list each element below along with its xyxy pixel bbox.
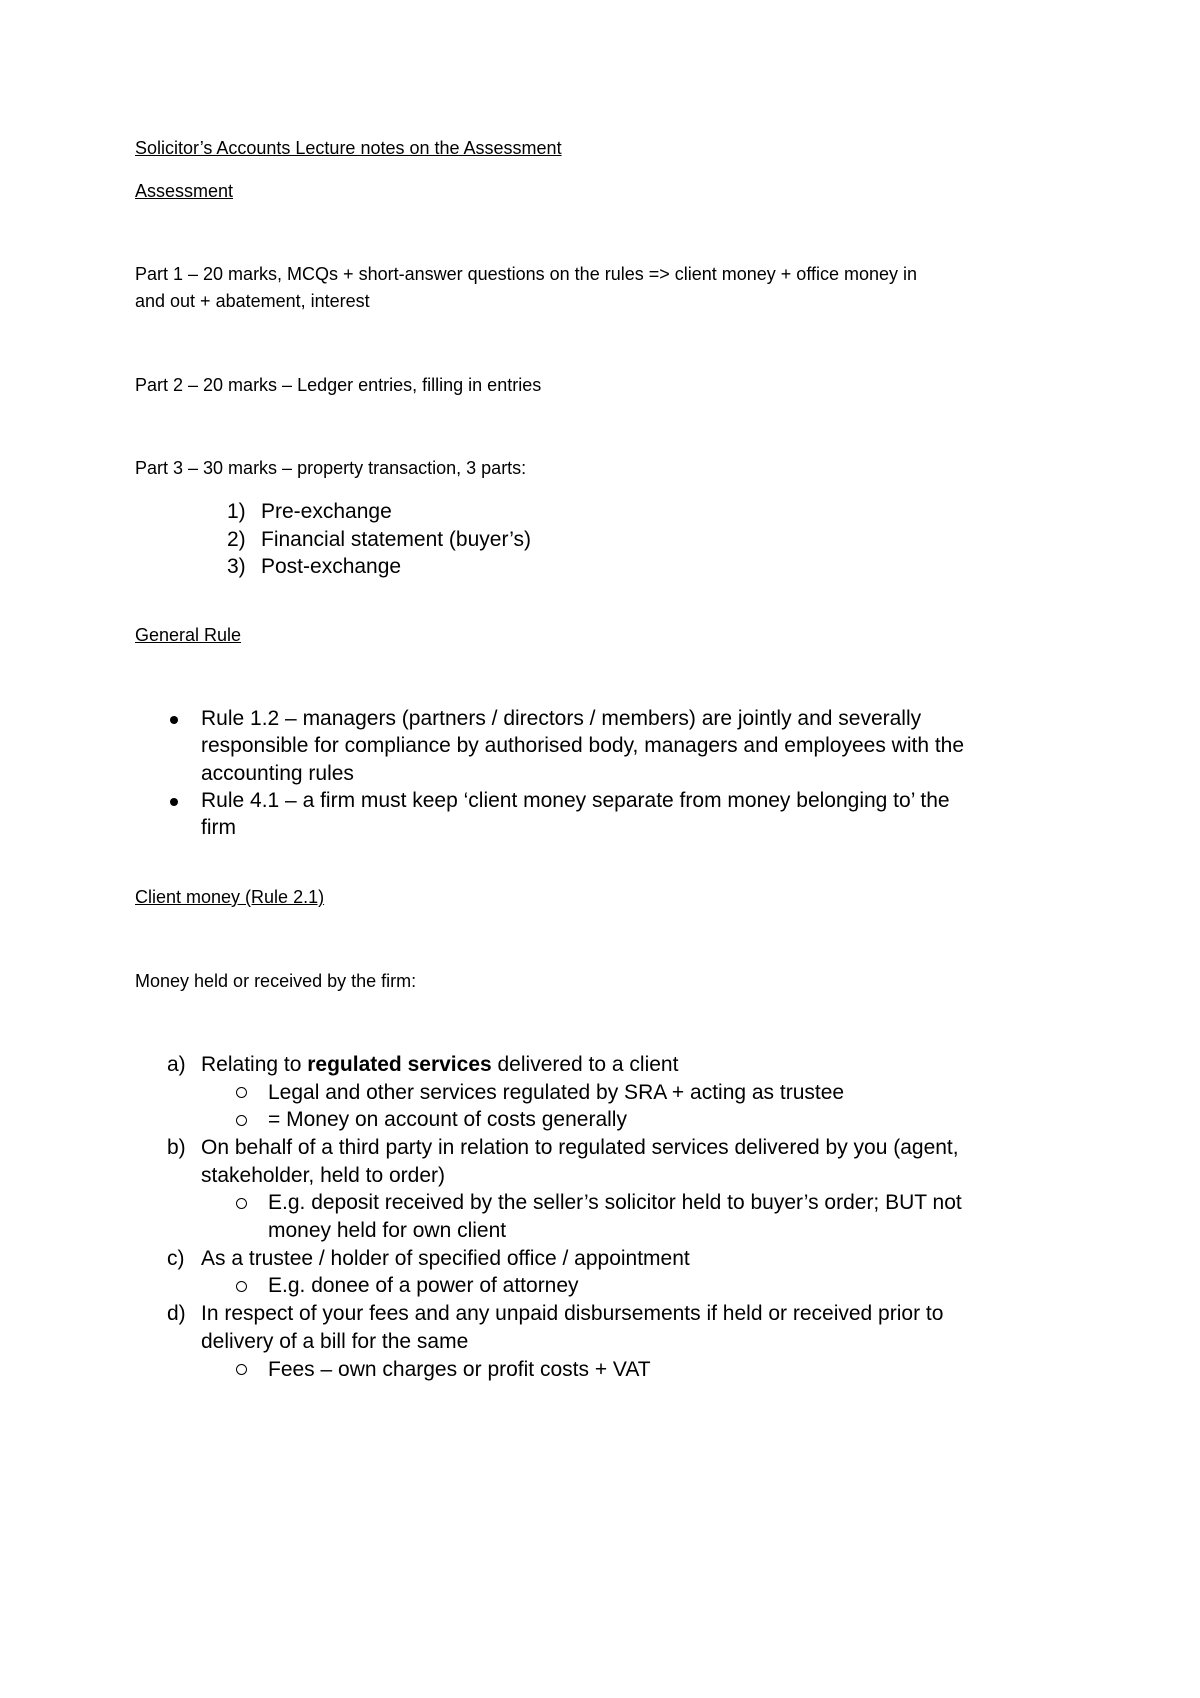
item-b-line2: stakeholder, held to order) [201, 1164, 445, 1187]
list-marker: b) [167, 1136, 186, 1159]
item-c-line1: As a trustee / holder of specified office / appointment [201, 1247, 690, 1270]
list-marker: c) [167, 1247, 185, 1270]
general-rule-heading: General Rule [135, 625, 242, 645]
part3-text: Part 3 – 30 marks – property transaction, 3 parts: [135, 458, 527, 478]
parts-list-number: 2) [227, 528, 246, 551]
rule-4-1-line1: Rule 4.1 – a firm must keep ‘client money separate from money belonging to’ the [201, 789, 950, 812]
circle-bullet-icon [236, 1115, 247, 1126]
item-a-sub1: Legal and other services regulated by SRA + acting as trustee [268, 1081, 845, 1104]
parts-list-number: 3) [227, 555, 246, 578]
item-a-bold-text: regulated services [307, 1053, 492, 1076]
parts-list-item: Post-exchange [261, 555, 402, 578]
parts-list-number: 1) [227, 500, 246, 523]
item-a-sub2: = Money on account of costs generally [268, 1108, 627, 1131]
item-b-sub1-line2: money held for own client [268, 1219, 507, 1242]
assessment-heading: Assessment [135, 181, 234, 201]
part1-text-line1: Part 1 – 20 marks, MCQs + short-answer questions on the rules => client money + office money in [135, 264, 918, 284]
document-title: Solicitor’s Accounts Lecture notes on the Assessment [135, 138, 562, 158]
rule-1-2-line3: accounting rules [201, 762, 354, 785]
item-b-sub1-line1: E.g. deposit received by the seller’s solicitor held to buyer’s order; BUT not [268, 1191, 962, 1214]
list-marker: d) [167, 1302, 186, 1325]
item-a-text: Relating to regulated services delivered to a client [201, 1053, 679, 1076]
item-c-sub1: E.g. donee of a power of attorney [268, 1274, 579, 1297]
rule-1-2-line2: responsible for compliance by authorised body, managers and employees with the [201, 734, 965, 757]
client-money-heading: Client money (Rule 2.1) [135, 887, 325, 907]
list-marker: a) [167, 1053, 186, 1076]
bullet-icon [170, 798, 178, 806]
circle-bullet-icon [236, 1281, 247, 1292]
item-d-line1: In respect of your fees and any unpaid disbursements if held or received prior to [201, 1302, 944, 1325]
item-b-line1: On behalf of a third party in relation to regulated services delivered by you (agent, [201, 1136, 959, 1159]
client-money-intro: Money held or received by the firm: [135, 971, 417, 991]
circle-bullet-icon [236, 1087, 247, 1098]
rule-4-1-line2: firm [201, 816, 236, 839]
part2-text: Part 2 – 20 marks – Ledger entries, filling in entries [135, 375, 542, 395]
parts-list-item: Pre-exchange [261, 500, 392, 523]
parts-list-item: Financial statement (buyer’s) [261, 528, 532, 551]
item-d-line2: delivery of a bill for the same [201, 1330, 469, 1353]
circle-bullet-icon [236, 1364, 247, 1375]
item-d-sub1: Fees – own charges or profit costs + VAT [268, 1358, 651, 1381]
circle-bullet-icon [236, 1198, 247, 1209]
rule-1-2-line1: Rule 1.2 – managers (partners / directors / members) are jointly and severally [201, 707, 922, 730]
bullet-icon [170, 716, 178, 724]
part1-text-line2: and out + abatement, interest [135, 291, 370, 311]
